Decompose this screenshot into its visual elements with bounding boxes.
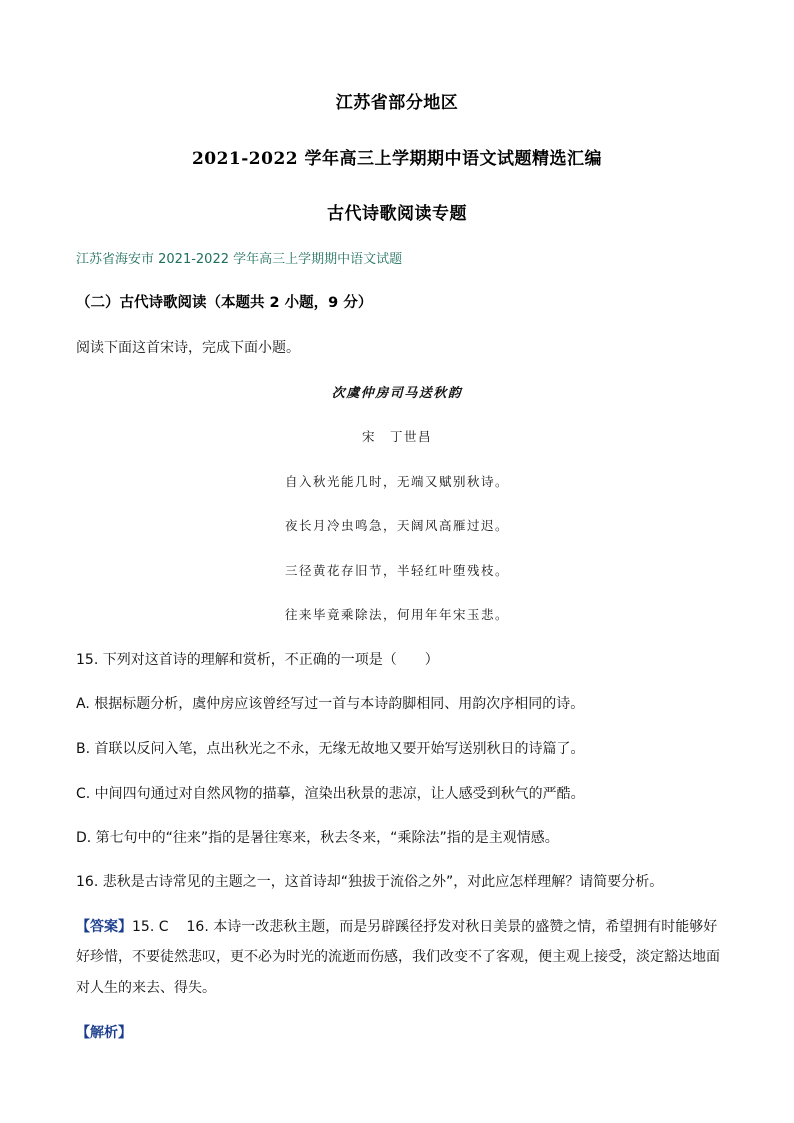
analysis-label: 【解析】 [76, 1025, 132, 1041]
poem-author: 宋 丁世昌 [361, 429, 432, 444]
title-exam: 2021-2022 学年高三上学期期中语文试题精选汇编 [191, 149, 603, 169]
answer-line-2: 好珍惜，不要徒然悲叹，更不必为时光的流逝而伤感，我们改变不了客观，便主观上接受，淡定豁达地面 [76, 949, 720, 965]
instruction: 阅读下面这首宋诗，完成下面小题。 [76, 340, 300, 356]
title-region: 江苏省部分地区 [335, 93, 459, 113]
analysis-label-line [76, 1022, 132, 1042]
answer-label: 【答案】 [76, 919, 132, 935]
answer-q15: 15. C [132, 919, 169, 935]
poem-line: 三径黄花存旧节，半轻红叶堕残枝。 [284, 563, 509, 578]
option-a: A. 根据标题分析，虞仲房应该曾经写过一首与本诗韵脚相同、用韵次序相同的诗。 [76, 696, 585, 712]
section-title: （二）古代诗歌阅读（本题共 2 小题，9 分） [76, 295, 373, 311]
answer-q16-line1: 16. 本诗一改悲秋主题，而是另辟蹊径抒发对秋日美景的盛赞之情，希望拥有时能够好 [186, 919, 718, 935]
option-d: D. 第七句中的“往来”指的是暑往寒来，秋去冬来，“乘除法”指的是主观情感。 [76, 830, 559, 846]
question-15: 15. 下列对这首诗的理解和赏析，不正确的一项是（ ） [76, 652, 439, 668]
answer-line-1 [76, 916, 717, 936]
poem-line: 自入秋光能几时，无端又赋别秋诗。 [284, 474, 509, 489]
option-c: C. 中间四句通过对自然风物的描摹，渲染出秋景的悲凉，让人感受到秋气的严酷。 [76, 786, 585, 802]
poem-title: 次虞仲房司马送秋韵 [331, 386, 463, 401]
exam-source: 江苏省海安市 2021-2022 学年高三上学期期中语文试题 [76, 252, 403, 267]
poem-line: 夜长月冷虫鸣急，天阔风高雁过迟。 [284, 518, 509, 533]
question-16: 16. 悲秋是古诗常见的主题之一，这首诗却“独拔于流俗之外”，对此应怎样理解？请简要分析。 [76, 874, 664, 890]
poem-line: 往来毕竟乘除法，何用年年宋玉悲。 [284, 607, 509, 622]
answer-line-3: 对人生的来去、得失。 [76, 980, 216, 996]
option-b: B. 首联以反问入笔，点出秋光之不永，无缘无故地又要开始写送别秋日的诗篇了。 [76, 741, 585, 757]
title-topic: 古代诗歌阅读专题 [327, 204, 467, 224]
